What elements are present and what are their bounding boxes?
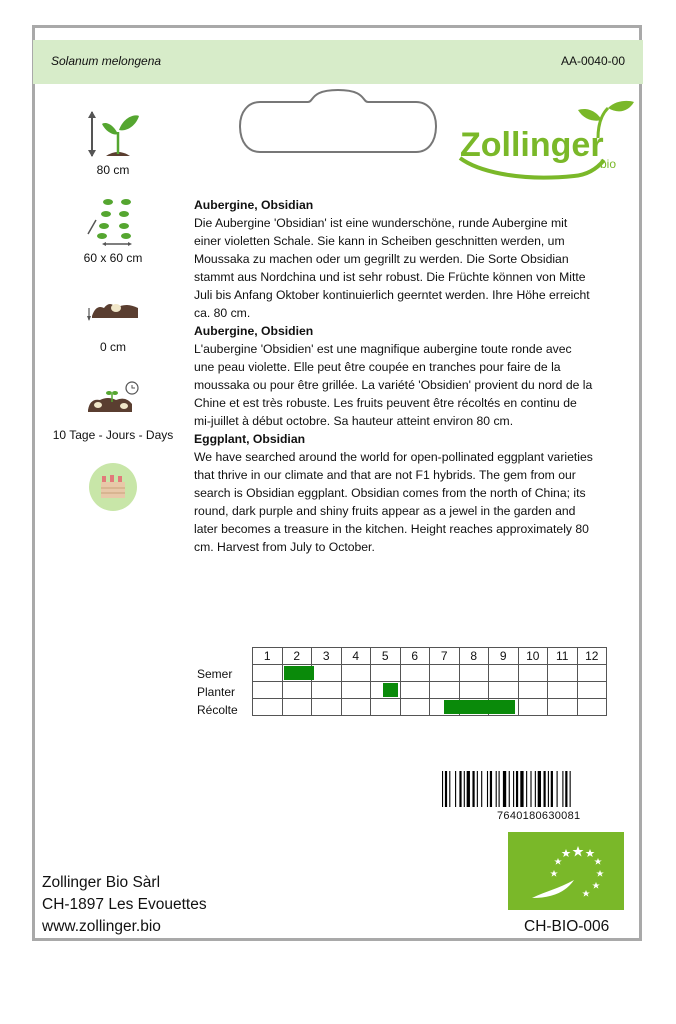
calendar-row-plant xyxy=(253,682,607,699)
hanger-hole-outline xyxy=(238,88,438,156)
calendar-row-label-sow: Semer xyxy=(197,667,233,681)
barcode-number: 7640180630081 xyxy=(497,810,581,822)
month-2: 2 xyxy=(282,648,312,665)
product-code: AA-0040-00 xyxy=(560,54,625,68)
germination-label: 10 Tage - Jours - Days xyxy=(52,428,174,442)
description-heading-fr: Aubergine, Obsidien xyxy=(194,324,314,338)
description-text-fr: L'aubergine 'Obsidien' est une magnifique aubergine toute ronde avec une peau violette. Elle peut être coupée en tranches pour faire de la moussaka ou pour être grillée. La variété 'Obsidien' provient du nord de la Chine et est très robuste. Les fruits peuvent être récoltés en continu de mi-juillet à début octobre. Sa hauteur atteint environ 80 cm. xyxy=(194,342,593,428)
sowing-depth-icon xyxy=(86,294,142,324)
eu-organic-leaf-icon xyxy=(508,832,624,910)
logo-suffix: bio xyxy=(600,157,617,171)
month-10: 10 xyxy=(518,648,548,665)
company-name: Zollinger Bio Sàrl xyxy=(42,874,161,891)
bee-friendly-badge-icon xyxy=(88,462,138,512)
calendar-row-label-plant: Planter xyxy=(197,685,236,699)
barcode-image xyxy=(440,771,620,809)
growing-calendar xyxy=(252,647,607,716)
month-7: 7 xyxy=(430,648,460,665)
description-text-de: Die Aubergine 'Obsidian' ist eine wunderschöne, runde Aubergine mit einer violetten Schale. Sie kann in Scheiben geschnitten werden, um Moussaka zu machen oder um gegrillt zu werden. Die Sorte Obsidian stammt aus Nordchina und ist sehr robust. Die Früchte können von Mitte Juli bis Anfang Oktober kontinuierlich geerntet werden. Ihre Höhe erreicht ca. 80 cm. xyxy=(194,216,590,320)
month-5: 5 xyxy=(371,648,401,665)
month-6: 6 xyxy=(400,648,430,665)
description-heading-en: Eggplant, Obsidian xyxy=(194,432,306,446)
species-name: Solanum melongena xyxy=(51,54,162,68)
description-heading-de: Aubergine, Obsidian xyxy=(194,198,314,212)
month-9: 9 xyxy=(489,648,519,665)
height-label: 80 cm xyxy=(96,163,130,177)
month-12: 12 xyxy=(577,648,607,665)
height-icon xyxy=(84,108,144,160)
spacing-icon xyxy=(84,196,144,248)
company-address: CH-1897 Les Evouettes xyxy=(42,896,207,913)
germination-icon xyxy=(86,380,142,416)
header-band xyxy=(33,40,643,84)
zollinger-logo xyxy=(456,98,638,198)
description-block xyxy=(194,196,594,556)
calendar-row-sow xyxy=(253,665,607,682)
month-8: 8 xyxy=(459,648,489,665)
month-3: 3 xyxy=(312,648,342,665)
logo-text: Zollinger xyxy=(460,126,604,164)
company-website-link[interactable]: www.zollinger.bio xyxy=(42,918,161,935)
calendar-month-row xyxy=(253,648,607,665)
description-text-en: We have searched around the world for open-pollinated eggplant varieties that thrive in our climate and that are not F1 hybrids. The gem from our search is Obsidian eggplant. Obsidian comes from the north of China; its round, dark purple and shiny fruits appear as a jewel in the garden and later becomes a treasure in the kitchen. Height reaches approximately 80 cm. Harvest from July to October. xyxy=(194,450,593,554)
calendar-row-label-harvest: Récolte xyxy=(197,703,238,717)
calendar-row-harvest xyxy=(253,699,607,716)
spacing-label: 60 x 60 cm xyxy=(83,251,143,265)
month-4: 4 xyxy=(341,648,371,665)
depth-label: 0 cm xyxy=(99,340,126,354)
month-1: 1 xyxy=(253,648,283,665)
certification-code: CH-BIO-006 xyxy=(524,918,610,935)
month-11: 11 xyxy=(548,648,578,665)
